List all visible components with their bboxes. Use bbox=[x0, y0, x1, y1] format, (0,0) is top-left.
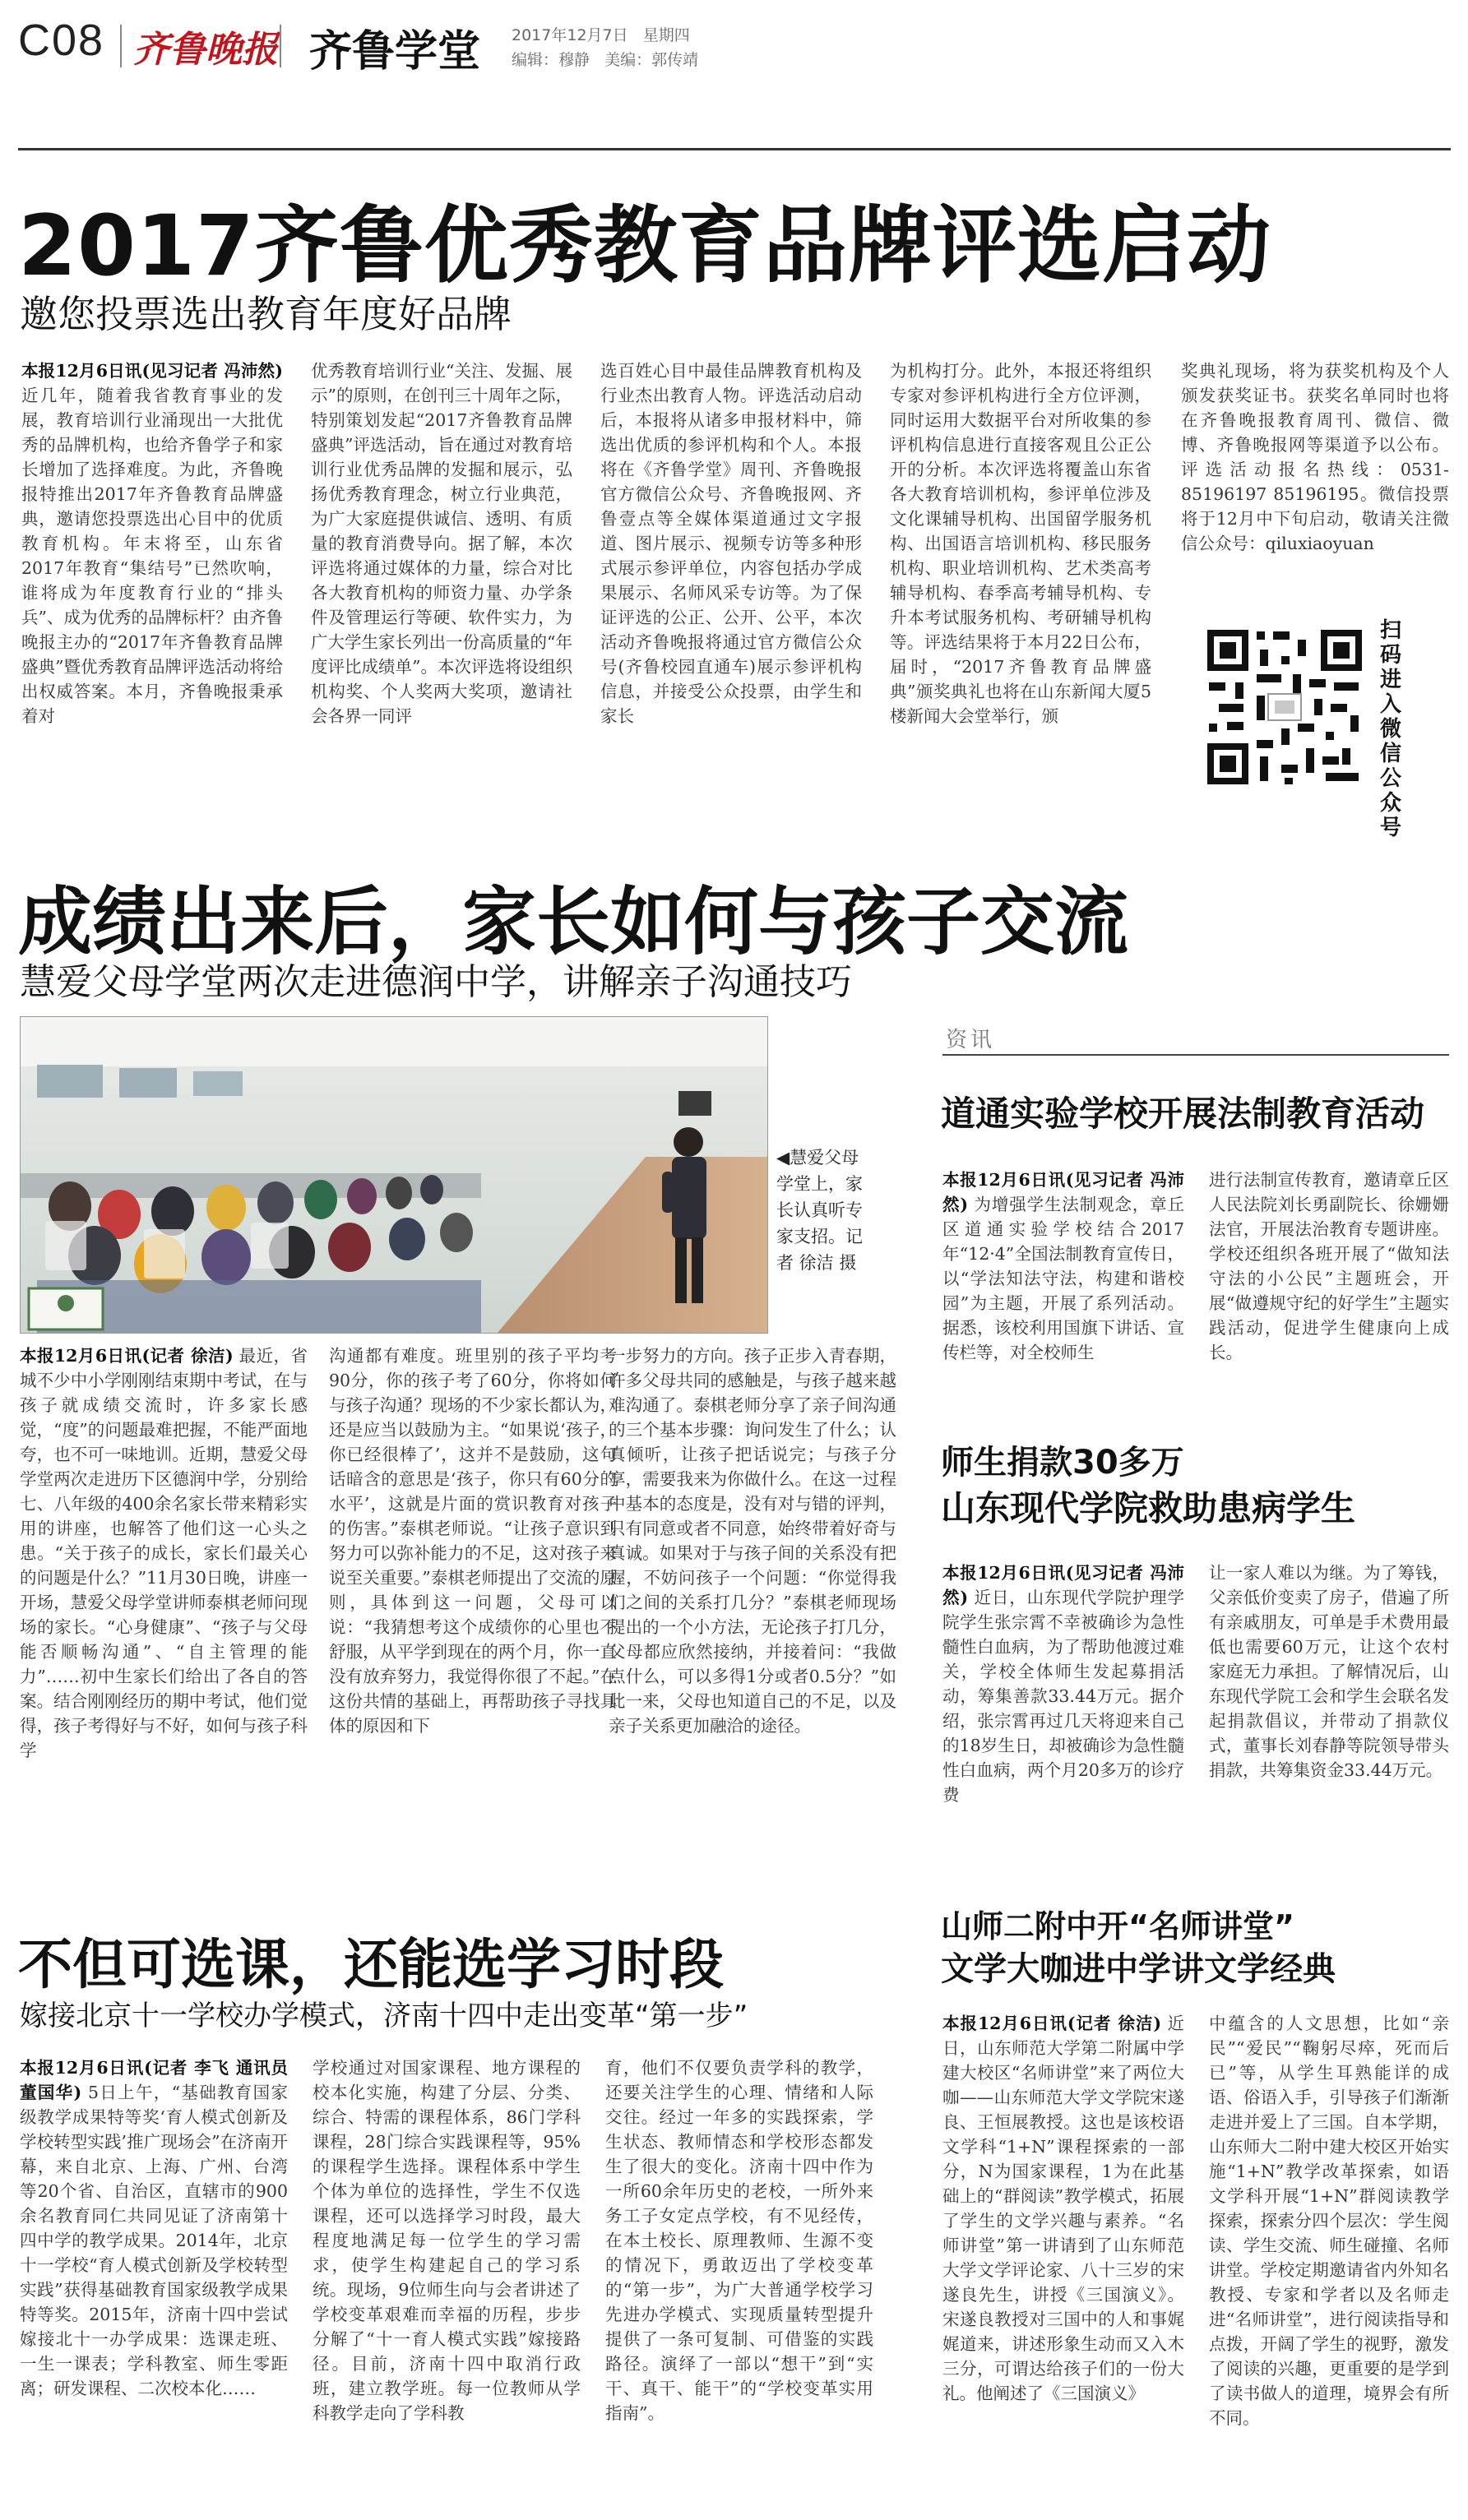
page-code: C08 bbox=[18, 16, 105, 65]
news1-lead: 本报12月6日讯(见习记者 冯沛然) bbox=[942, 1170, 1184, 1214]
news2-title-line2: 山东现代学院救助患病学生 bbox=[941, 1488, 1356, 1528]
header-rule bbox=[18, 148, 1451, 150]
newspaper-logo: 齐鲁晚报 bbox=[133, 29, 278, 71]
section-title: 齐鲁学堂 bbox=[309, 27, 481, 76]
article3-column-1: 本报12月6日讯(记者 李飞 通讯员 董国华) 5日上午，“基础教育国家级教学成果特等奖‘育人模式创新及学校转型实践’推广现场会”在济南开幕，来自北京、上海、广州、台湾等20个省、自治区，直辖市的900余名教育同仁共同见证了济南第十四中学的教学成果。2014年，北京十一学校“育人模式创新及学校转型实践”获得基础教育国家级教学成果特等奖。2015年，济南十四中尝试嫁接北十一办学成果：选课走班、一生一课表；学科教室、师生零距离；研发课程、二次校本化…… bbox=[20, 2058, 288, 2398]
news2-title-line1: 师生捐款30多万 bbox=[941, 1444, 1184, 1482]
article2-column-3: 一步努力的方向。孩子正步入青春期，许多父母共同的感触是，与孩子越来越难沟通了。泰棋老师分享了亲子间沟通的三个基本步骤：询问发生了什么；认真倾听，让孩子把话说完；与孩子分享，需要我来为你做什么。在这一过程中基本的态度是，没有对与错的评判，只有同意或者不同意，始终带着好奇与真诚。如果对于与孩子间的关系没有把握，不妨问孩子一个问题：“你觉得我们之间的关系打几分？”泰棋老师现场提出的一个小方法，无论孩子打几分，父母都应欣然接纳，并接着问：“我做点什么，可以多得1分或者0.5分？”如此一来，父母也知道自己的不足，以及亲子关系更加融洽的途径。 bbox=[609, 1346, 896, 1736]
article2-subtitle: 慧爱父母学堂两次走进德润中学，讲解亲子沟通技巧 bbox=[20, 961, 852, 1003]
news3-title-line2: 文学大咖进中学讲文学经典 bbox=[941, 1950, 1336, 1988]
article2-column-2: 沟通都有难度。班里别的孩子平均考90分，你的孩子考了60分，你将如何与孩子沟通？现场的不少家长都认为，还是应当以鼓励为主。“如果说‘孩子，你已经很棒了’，这并不是鼓励，这句话暗含的意思是‘孩子，你只有60分的水平’，这就是片面的赏识教育对孩子的伤害。”泰棋老师说。“让孩子意识到努力可以弥补能力的不足，这对孩子来说至关重要。”泰棋老师提出了交流的原则，具体到这一问题，父母可以说：“我猜想考这个成绩你的心里也不舒服，从平学到现在的两个月，你一直没有放弃努力，我觉得你很了不起。”在这份共情的基础上，再帮助孩子寻找具体的原因和下 bbox=[329, 1346, 617, 1736]
photo-caption: ◀慧爱父母学堂上，家长认真听专家支招。记者 徐洁 摄 bbox=[776, 1148, 863, 1273]
header-divider bbox=[120, 25, 122, 67]
news2-lead: 本报12月6日讯(见习记者 冯沛然) bbox=[942, 1563, 1184, 1607]
article2-lead: 本报12月6日讯(记者 徐洁) bbox=[20, 1346, 234, 1366]
article3-lead: 本报12月6日讯(记者 李飞 通讯员 董国华) bbox=[20, 2058, 288, 2102]
news3-column-1: 本报12月6日讯(记者 徐洁) 近日，山东师范大学第二附属中学建大校区“名师讲堂”来了两位大咖——山东师范大学文学院宋遂良、王恒展教授。这也是该校语文学科“1+N”课程探索的一部分，N为国家课程，1为在此基础上的“群阅读”教学模式，拓展了学生的文学兴趣与素养。“名师讲堂”第一讲请到了山东师范大学文学评论家、八十三岁的宋遂良先生，讲授《三国演义》。宋遂良教授对三国中的人和事娓娓道来，讲述形象生动而又入木三分，可谓达给孩子们的一份大礼。他阐述了《三国演义》 bbox=[942, 2014, 1184, 2403]
header-divider bbox=[280, 25, 281, 67]
news2-column-1: 本报12月6日讯(见习记者 冯沛然) 近日，山东现代学院护理学院学生张宗霄不幸被确诊为急性髓性白血病，为了帮助他渡过难关，学校全体师生发起募捐活动，筹集善款33.44万元。据介绍，张宗霄再过几天将迎来自己的18岁生日，却被确诊为急性髓性白血病，两个月20多万的诊疗费 bbox=[942, 1563, 1184, 1805]
article3-title: 不但可选课，还能选学习时段 bbox=[18, 1933, 724, 1996]
issue-date: 2017年12月7日 星期四 bbox=[512, 26, 690, 44]
sidebar-rule bbox=[942, 1054, 1449, 1056]
article1-column-5: 奖典礼现场，将为获奖机构及个人颁发获奖证书。获奖名单同时也将在齐鲁晚报教育周刊、微信、微博、齐鲁晚报网等渠道予以公布。评选活动报名热线：0531-85196197 85196195。微信投票将于12月中下旬启动，敬请关注微信公众号：qiluxiaoyuan bbox=[1181, 361, 1449, 553]
qr-code-icon bbox=[1202, 625, 1367, 789]
news1-title: 道通实验学校开展法制教育活动 bbox=[941, 1094, 1425, 1134]
article1-title: 2017齐鲁优秀教育品牌评选启动 bbox=[18, 197, 1271, 295]
sidebar-label: 资讯 bbox=[946, 1028, 996, 1052]
lecture-photo bbox=[20, 1016, 768, 1334]
news3-column-2: 中蕴含的人文思想，比如“亲民”“爱民”“鞠躬尽瘁，死而后已”等，从学生耳熟能详的成语、俗语入手，引导孩子们渐渐走进并爱上了三国。自本学期，山东师大二附中建大校区开始实施“1+N”教学改革探索，如语文学科开展“1+N”群阅读教学探索，探索分四个层次：学生阅读、学生交流、师生碰撞、名师讲堂。学校定期邀请省内外知名教授、专家和学者以及名师走进“名师讲堂”，进行阅读指导和点拨，开阔了学生的视野，激发了阅读的兴趣，更重要的是学到了读书做人的道理，境界会有所不同。 bbox=[1209, 2014, 1449, 2428]
article1-column-1: 本报12月6日讯(见习记者 冯沛然) 近几年，随着我省教育事业的发展，教育培训行业涌现出一大批优秀的品牌机构，也给齐鲁学子和家长增加了选择难度。为此，齐鲁晚报特推出2017年齐鲁教育品牌盛典，邀请您投票选出心目中的优质教育机构。年末将至，山东省2017年教育“集结号”已然吹响，谁将成为年度教育行业的“排头兵”、成为优秀的品牌标杆？由齐鲁晚报主办的“2017年齐鲁教育品牌盛典”暨优秀教育品牌评选活动将给出权威答案。本月，齐鲁晚报秉承着对 bbox=[21, 361, 283, 726]
news2-column-2: 让一家人难以为继。为了筹钱，父亲低价变卖了房子，借遍了所有亲戚朋友，可单是手术费用最低也需要60万元，让这个农村家庭无力承担。了解情况后，山东现代学院工会和学生会联名发起捐款倡议，并带动了捐款仪式，董事长刘春静等院领导带头捐款，共筹集资金33.44万元。 bbox=[1209, 1563, 1449, 1780]
article1-subtitle: 邀您投票选出教育年度好品牌 bbox=[20, 292, 512, 336]
qr-caption: 扫码进入微信公众号 bbox=[1380, 618, 1402, 840]
article1-lead: 本报12月6日讯(见习记者 冯沛然) bbox=[21, 361, 283, 381]
article2-column-1: 本报12月6日讯(记者 徐洁) 最近，省城不少中小学刚刚结束期中考试，在与孩子就成绩交流时，许多家长感觉，“度”的问题最难把握，不能严面地夸，也不可一味地训。近期，慧爱父母学堂两次走进历下区德润中学，分别给七、八年级的400余名家长带来精彩实用的讲座，也解答了他们这一心头之患。“关于孩子的成长，家长们最关心的问题是什么？”11月30日晚，讲座一开场，慧爱父母学堂讲师泰棋老师问现场的家长。“心身健康”、“孩子与父母能否顺畅沟通”、“自主管理的能力”……初中生家长们给出了各自的答案。结合刚刚经历的期中考试，他们觉得，孩子考得好与不好，如何与孩子科学 bbox=[20, 1346, 308, 1760]
article3-column-2: 学校通过对国家课程、地方课程的校本化实施，构建了分层、分类、综合、特需的课程体系，86门学科课程，28门综合实践课程等，95%的课程学生选择。课程体系中学生个体为单位的选择性，学生不仅选课程，还可以选择学习时段，最大程度地满足每一位学生的学习需求，使学生构建起自己的学习系统。现场，9位师生向与会者讲述了学校变革艰难而幸福的历程，步步分解了“十一育人模式实践”嫁接路径。目前，济南十四中取消行政班，建立教学班。每一位教师从学科教学走向了学科教 bbox=[313, 2058, 581, 2423]
news1-column-2: 进行法制宣传教育，邀请章丘区人民法院刘长勇副院长、徐姗姗法官，开展法治教育专题讲座。学校还组织各班开展了“做知法守法的小公民”主题班会，开展“做遵规守纪的好学生”主题实践活动，促进学生健康向上成长。 bbox=[1209, 1170, 1449, 1362]
news3-title-line1: 山师二附中开“名师讲堂” bbox=[941, 1908, 1294, 1944]
article1-column-2: 优秀教育培训行业“关注、发掘、展示”的原则，在创刊三十周年之际，特别策划发起“2017齐鲁教育品牌盛典”评选活动，旨在通过对教育培训行业优秀品牌的发掘和展示，弘扬优秀教育理念，树立行业典范，为广大家庭提供诚信、透明、有质量的教育消费导向。据了解，本次评选将通过媒体的力量，综合对比各大教育机构的师资力量、办学条件及管理运行等硬、软件实力，为广大学生家长列出一份高质量的“年度评比成绩单”。本次评选将设组织机构奖、个人奖两大奖项，邀请社会各界一同评 bbox=[311, 361, 572, 726]
news3-lead: 本报12月6日讯(记者 徐洁) bbox=[942, 2014, 1162, 2033]
article1-column-4: 为机构打分。此外，本报还将组织专家对参评机构进行全方位评测，同时运用大数据平台对所收集的参评机构信息进行直接客观且公正公开的分析。本次评选将覆盖山东省各大教育培训机构，参评单位涉及文化课辅导机构、出国留学服务机构、出国语言培训机构、移民服务机构、职业培训机构、艺术类高考辅导机构、春季高考辅导机构、专升本考试服务机构、考研辅导机构等。评选结果将于本月22日公布，届时，“2017齐鲁教育品牌盛典”颁奖典礼也将在山东新闻大厦5楼新闻大会堂举行，颁 bbox=[890, 361, 1151, 726]
article1-column-3: 选百姓心目中最佳品牌教育机构及行业杰出教育人物。评选活动启动后，本报将从诸多申报材料中，筛选出优质的参评机构和个人。本报将在《齐鲁学堂》周刊、齐鲁晚报官方微信公众号、齐鲁晚报网、齐鲁壹点等全媒体渠道通过文字报道、图片展示、视频专访等多种形式展示参评单位，内容包括办学成果展示、名师风采专访等。为了保证评选的公正、公开、公平，本次活动齐鲁晚报将通过官方微信公众号(齐鲁校园直通车)展示参评机构信息，并接受公众投票，由学生和家长 bbox=[600, 361, 862, 726]
article3-subtitle: 嫁接北京十一学校办学模式，济南十四中走出变革“第一步” bbox=[20, 2000, 748, 2032]
article2-title: 成绩出来后，家长如何与孩子交流 bbox=[18, 879, 1128, 965]
editor-credits: 编辑：穆静 美编：郭传靖 bbox=[512, 51, 699, 69]
news1-column-1: 本报12月6日讯(见习记者 冯沛然) 为增强学生法制观念，章丘区道通实验学校结合2017年“12·4”全国法制教育宣传日，以“学法知法守法，构建和谐校园”为主题，开展了系列活动。据悉，该校利用国旗下讲话、宣传栏等，对全校师生 bbox=[942, 1170, 1184, 1362]
article3-column-3: 育，他们不仅要负责学科的教学，还要关注学生的心理、情绪和人际交往。经过一年多的实践探索，学生状态、教师情态和学校形态都发生了很大的变化。济南十四中作为一所60余年历史的老校，一所外来务工子女定点学校，有不见经传，在本土校长、原理教师、生源不变的情况下，勇敢迈出了学校变革的“第一步”，为广大普通学校学习先进办学模式、实现质量转型提升提供了一条可复制、可借鉴的实践路径。演绎了一部以“想干”到“实干、真干、能干”的“学校变革实用指南”。 bbox=[605, 2058, 873, 2423]
